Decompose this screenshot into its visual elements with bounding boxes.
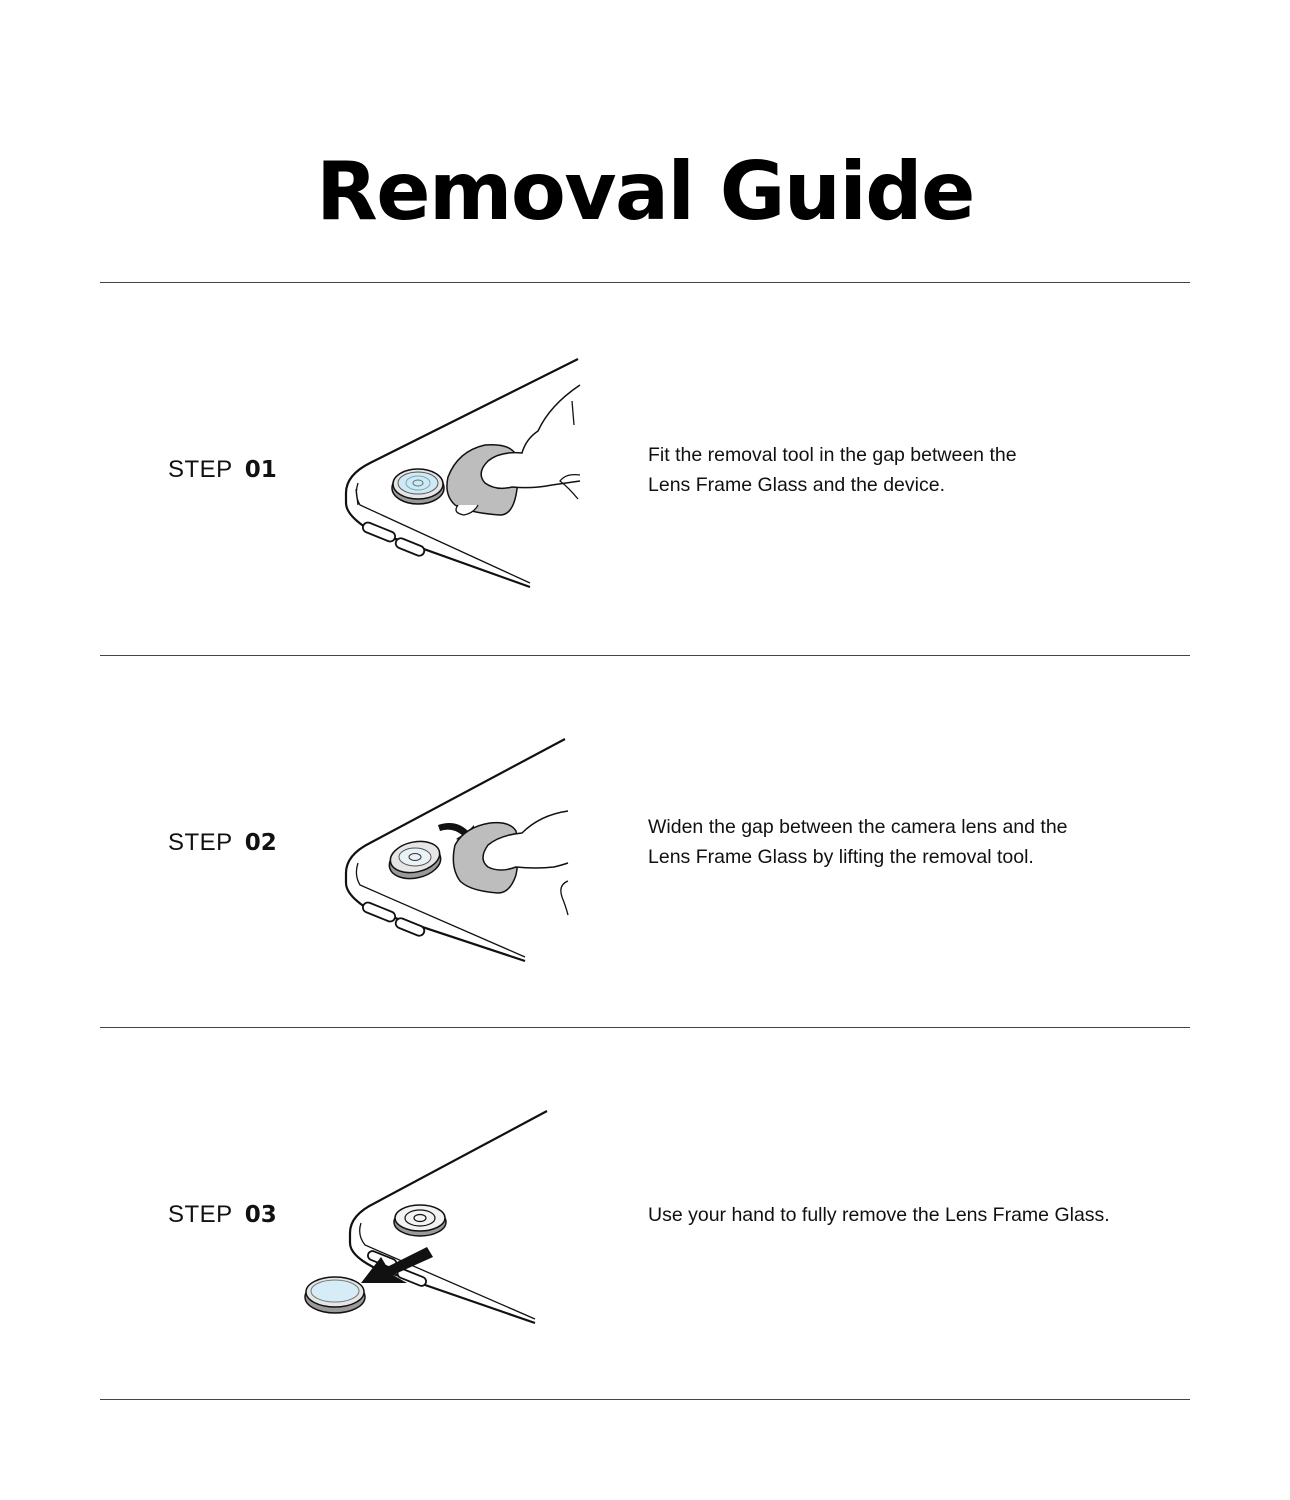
divider-top: [100, 282, 1190, 283]
step-label: STEP 01: [168, 456, 277, 483]
step-number: 01: [244, 457, 277, 483]
finger-icon: [483, 811, 568, 870]
camera-lens-icon: [386, 837, 444, 883]
divider-bottom: [100, 1399, 1190, 1400]
divider-1: [100, 655, 1190, 656]
step-label: STEP 02: [168, 829, 277, 856]
step-description: Fit the removal tool in the gap between the Lens Frame Glass and the device.: [648, 444, 1017, 496]
step-number: 02: [244, 830, 277, 856]
camera-lens-icon: [392, 469, 444, 504]
removal-tool-lifting-illustration: [340, 735, 575, 965]
step-label: STEP 03: [168, 1201, 277, 1228]
step-number: 03: [244, 1202, 277, 1228]
removal-tool-inserted-illustration: [340, 355, 585, 590]
lens-glass-removed-illustration: [295, 1105, 555, 1330]
divider-2: [100, 1027, 1190, 1028]
step-description: Use your hand to fully remove the Lens Frame Glass.: [648, 1204, 1110, 1226]
camera-lens-icon: [394, 1205, 446, 1236]
page-title: Removal Guide: [316, 144, 974, 238]
step-description: Widen the gap between the camera lens and the Lens Frame Glass by lifting the removal tool.: [648, 816, 1068, 868]
lens-frame-glass-icon: [305, 1277, 365, 1313]
